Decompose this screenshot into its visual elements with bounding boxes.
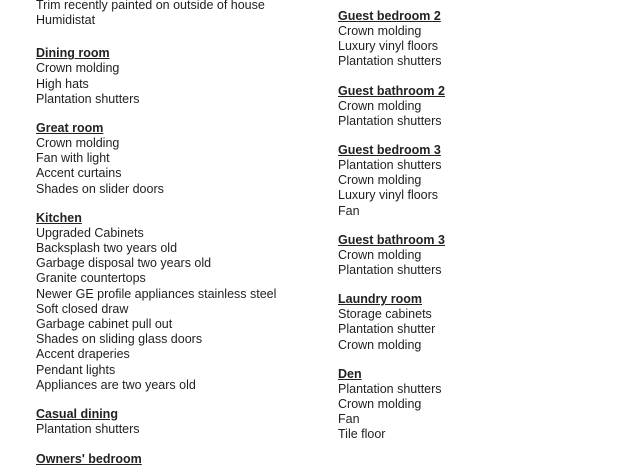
list-item: High hats (36, 76, 89, 91)
list-item: Crown molding (338, 397, 422, 412)
list-item: Fan with light (36, 151, 110, 166)
list-item: Plantation shutter (338, 322, 436, 337)
list-item: Crown molding (338, 173, 422, 188)
section-guest-bedroom-2 (338, 9, 628, 70)
list-item: Luxury vinyl floors (338, 39, 439, 54)
list-item: Plantation shutters (338, 113, 442, 128)
list-item: Plantation shutters (338, 263, 442, 278)
section-laundry-room (338, 292, 628, 353)
list-item: Plantation shutters (338, 54, 442, 69)
list-item: Garbage disposal two years old (36, 256, 212, 271)
list-item: Crown molding (338, 247, 422, 262)
list-item: Shades on slider doors (36, 181, 164, 196)
section-guest-bathroom-2 (338, 84, 628, 129)
list-item: Upgraded Cabinets (36, 225, 144, 240)
list-item: Fan (338, 412, 360, 427)
list-item: Shades on sliding glass doors (36, 332, 203, 347)
list-item: Tile floor (338, 427, 386, 442)
list-item: Storage cabinets (338, 307, 432, 322)
section-heading: Great room (36, 121, 104, 136)
list-item: Crown molding (338, 337, 422, 352)
list-item: Soft closed draw (36, 301, 129, 316)
section-dining-room (36, 46, 326, 107)
section-heading: Kitchen (36, 210, 82, 225)
section-den (338, 367, 628, 443)
list-item: Crown molding (338, 24, 422, 38)
section-guest-bathroom-3 (338, 233, 628, 278)
list-item: Plantation shutters (338, 381, 442, 396)
section-heading: Casual dining (36, 407, 118, 422)
section-guest-bedroom-3 (338, 143, 628, 219)
section-great-room (36, 121, 326, 197)
list-item: Accent draperies (36, 347, 130, 362)
list-item: Backsplash two years old (36, 241, 178, 256)
list-item: Crown molding (36, 136, 120, 151)
section-kitchen (36, 211, 326, 393)
section-heading: Guest bathroom 3 (338, 232, 445, 247)
list-item: Granite countertops (36, 271, 146, 286)
section-heading: Laundry room (338, 292, 423, 307)
list-item: Accent curtains (36, 166, 122, 181)
intro-section (36, 0, 326, 28)
list-item: Pendant lights (36, 362, 116, 377)
list-item: Plantation shutters (338, 158, 442, 173)
section-heading: Den (338, 366, 362, 381)
section-heading: Guest bedroom 3 (338, 143, 441, 158)
left-column (36, 0, 326, 451)
list-item: Newer GE profile appliances stainless steel (36, 286, 277, 301)
list-item: Luxury vinyl floors (338, 188, 439, 203)
section-heading: Guest bathroom 2 (338, 83, 445, 98)
section-casual-dining (36, 407, 326, 437)
list-item: Crown molding (36, 61, 120, 76)
list-item: Plantation shutters (36, 422, 140, 437)
right-column (338, 9, 628, 457)
list-item: Appliances are two years old (36, 377, 196, 392)
section-heading: Dining room (36, 46, 110, 61)
list-item: Plantation shutters (36, 91, 140, 106)
list-item: Humidistat (36, 13, 96, 28)
list-item: Garbage cabinet pull out (36, 317, 173, 332)
list-item: Fan (338, 203, 360, 218)
section-heading-owners-bedroom: Owners' bedroom (36, 452, 142, 466)
list-item: Trim recently painted on outside of house (36, 0, 265, 12)
section-heading: Guest bedroom 2 (338, 9, 441, 23)
list-item: Crown molding (338, 98, 422, 113)
